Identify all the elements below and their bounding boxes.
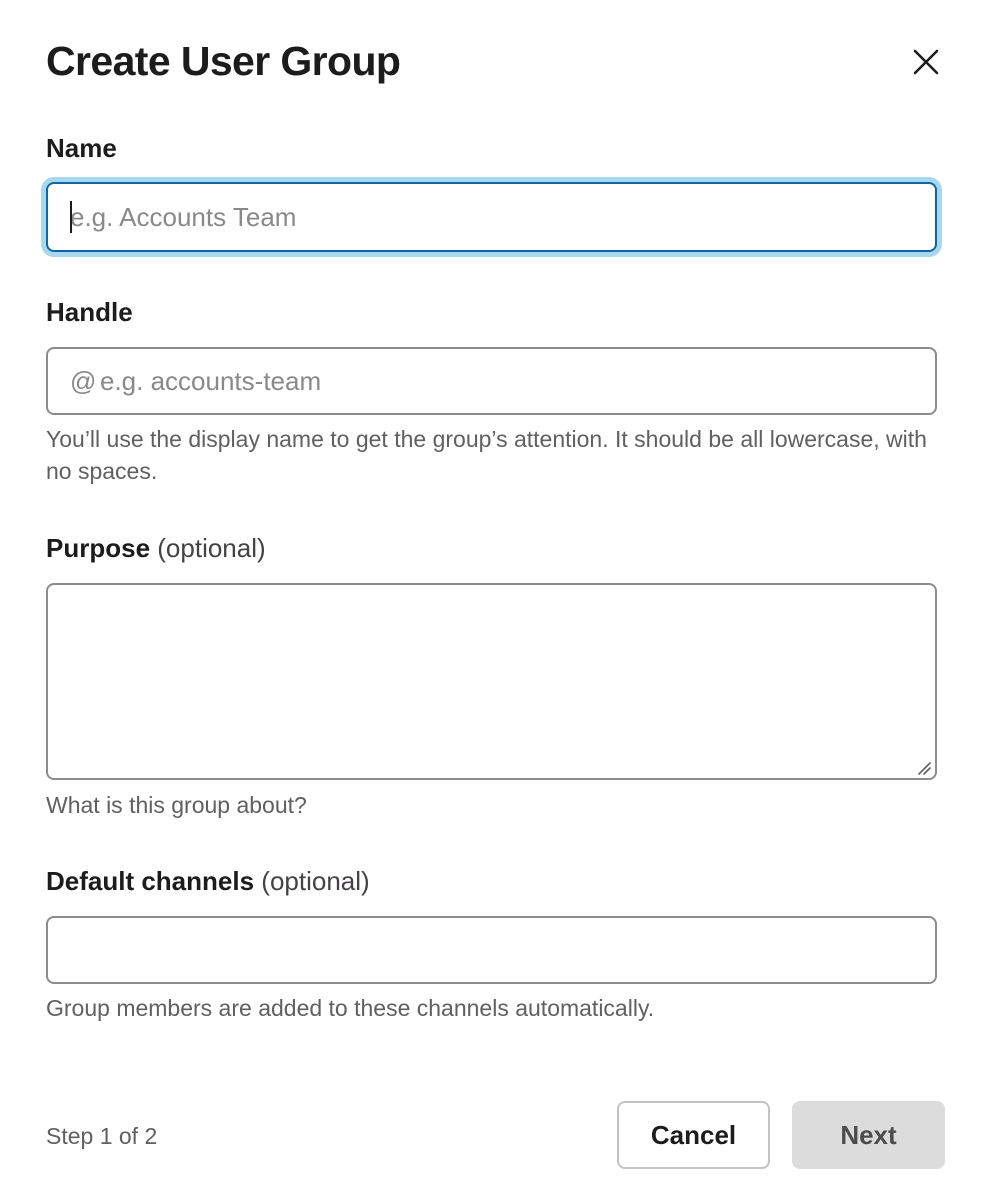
handle-label: Handle [46,297,133,327]
at-sign-prefix: @ [70,366,97,396]
handle-input[interactable] [100,349,920,413]
close-button[interactable] [902,38,950,86]
name-input[interactable] [46,182,937,252]
default-channels-input[interactable] [46,916,937,984]
default-channels-hint: Group members are added to these channels automatically. [46,995,655,1021]
dialog-title: Create User Group [46,38,401,84]
purpose-label [46,531,266,565]
default-channels-optional-tag: (optional) [261,866,370,896]
purpose-hint: What is this group about? [46,792,307,818]
cancel-button[interactable]: Cancel [617,1101,770,1169]
step-indicator: Step 1 of 2 [46,1123,158,1149]
next-button[interactable]: Next [792,1101,945,1169]
purpose-optional-tag: (optional) [157,533,266,563]
handle-hint: You’ll use the display name to get the group’s attention. It should be all lowercase, with no spaces. [46,426,927,484]
resize-handle-icon[interactable] [916,760,932,776]
purpose-textarea[interactable] [46,583,937,780]
name-label: Name [46,133,117,163]
text-cursor [70,201,72,233]
close-icon [913,49,939,75]
purpose-label-text: Purpose [46,533,151,563]
default-channels-label [46,864,370,898]
default-channels-label-text: Default channels [46,866,255,896]
handle-field[interactable] [46,347,937,415]
